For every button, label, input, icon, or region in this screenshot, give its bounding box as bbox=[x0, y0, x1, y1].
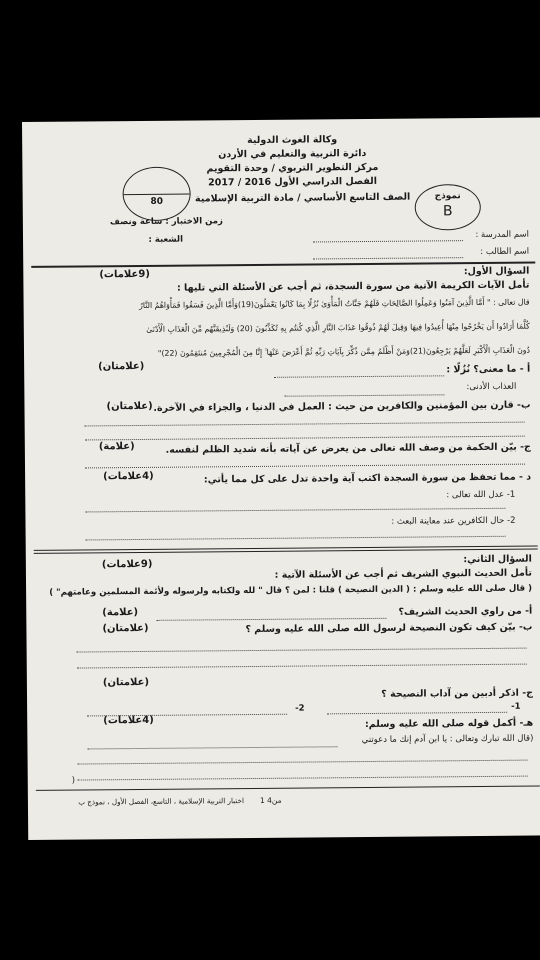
model-circle bbox=[415, 184, 481, 231]
score-total: 80 bbox=[150, 196, 164, 207]
student-name-label: اسم الطالب : bbox=[480, 246, 530, 258]
q2-hadith: ( قال صلى الله عليه وسلم : ( الدين النصيحة ) قلنا : لمن ؟ قال " لله ولكتابه ولرسوله ولأئمة المسلمين وعامتهم" ) bbox=[49, 583, 533, 598]
semester-line: الفصل الدراسي الأول 2016 / 2017 bbox=[208, 175, 378, 189]
q1-b-marks: (علامتان) bbox=[106, 400, 153, 413]
model-letter: B bbox=[442, 203, 453, 220]
q2-b-marks: (علامتان) bbox=[102, 622, 149, 635]
q1-a2: العذاب الأدنى: bbox=[466, 381, 517, 393]
exam-paper bbox=[22, 117, 540, 840]
q2-marks: (9علامات) bbox=[101, 558, 153, 571]
q1-c: ج- بيّن الحكمة من وصف الله تعالى من يعرض عن آياته بأنه شديد الظلم لنفسه. bbox=[165, 441, 531, 456]
q2-b: ب- بيّن كيف تكون النصيحة لرسول الله صلى الله عليه وسلم ؟ bbox=[245, 621, 533, 636]
q2-c: ج- اذكر أدبين من آداب النصيحة ؟ bbox=[381, 687, 534, 700]
q2-c-marks: (علامتان) bbox=[102, 676, 150, 689]
q1-d: د - مما تحفظ من سورة السجدة اكتب آية واحدة تدل على كل مما يأتي: bbox=[203, 471, 532, 486]
q1-d-marks: (4علامات) bbox=[103, 470, 154, 483]
q2-a: أ- من راوي الحديث الشريف؟ bbox=[398, 605, 533, 618]
q2-d: هـ- أكمل قوله صلى الله عليه وسلم: bbox=[364, 717, 534, 731]
q1-b: ب- قارن بين المؤمنين والكافرين من حيث : العمل في الدنيا ، والجزاء في الآخرة. bbox=[153, 399, 531, 414]
q1-d2: 2- حال الكافرين عند معاينة البعث : bbox=[391, 515, 516, 527]
q2-c-item-1: -1 bbox=[511, 701, 521, 712]
page-number: 1 من4 bbox=[259, 795, 282, 805]
score-circle bbox=[122, 167, 190, 222]
q1-a-marks: (علامتان) bbox=[98, 360, 145, 373]
agency-name: وكالة الغوث الدولية bbox=[247, 134, 338, 147]
q1-verse-line-2: كُلَّمَا أَرَادُوا أَن يَخْرُجُوا مِنْهَا أُعِيدُوا فِيهَا وَقِيلَ لَهُمْ ذُوقُوا عَذَابَ النَّارِ الَّذِي كُنتُم بِهِ تُكَذِّبُونَ (20) وَلَنُذِيقَنَّهُم مِّنَ الْعَذَابِ الْأَدْنَىٰ bbox=[146, 321, 530, 334]
exam-duration: زمن الاختبار : ساعة ونصف bbox=[109, 216, 223, 228]
q2-d-marks: (4علامات) bbox=[103, 714, 154, 727]
q2-a-marks: (علامة) bbox=[102, 607, 139, 619]
q1-marks: (9علامات) bbox=[99, 268, 150, 281]
footer-exam-title: اختبار التربية الإسلامية ، التاسع، الفصل الأول ، نموذج ب bbox=[78, 796, 244, 807]
center-name: مركز التطوير التربوي / وحدة التقويم bbox=[206, 161, 379, 175]
q1-instruction: تأمل الآيات الكريمة الآتية من سورة السجدة، ثم أجب عن الأسئلة التي تليها : bbox=[176, 279, 530, 294]
q1-c-marks: (علامة) bbox=[98, 441, 135, 453]
q2-d-text: (قال الله تبارك وتعالى : يا ابن آدم إنك ما دعوتني bbox=[361, 733, 534, 746]
q2-c-item-2: -2 bbox=[295, 703, 305, 714]
q1-d1: 1- عدل الله تعالى : bbox=[446, 489, 516, 501]
model-label: نموذج bbox=[434, 191, 461, 202]
q1-a: أ - ما معنى؟ نُزُلًا : bbox=[446, 363, 531, 376]
q1-verse-line-3: دُونَ الْعَذَابِ الْأَكْبَرِ لَعَلَّهُمْ يَرْجِعُونَ(21)وَمَنْ أَظْلَمُ مِمَّن ذُكِّرَ بِآيَاتِ رَبِّهِ ثُمَّ أَعْرَضَ عَنْهَا ۚ إِنَّا مِنَ الْمُجْرِمِينَ مُنتَقِمُونَ (22)" bbox=[157, 345, 531, 358]
school-name-label: اسم المدرسة : bbox=[475, 229, 530, 241]
q2-d-end: ) bbox=[71, 775, 76, 786]
q1-title: السؤال الأول: bbox=[463, 265, 530, 278]
subject-line: الصف التاسع الأساسي / مادة التربية الإسلامية bbox=[194, 191, 411, 205]
q2-instruction: تأمل الحديث النبوي الشريف ثم أجب عن الأسئلة الآتية : bbox=[274, 567, 533, 581]
department-name: دائرة التربية والتعليم في الأردن bbox=[218, 147, 367, 161]
q1-verse-line-1: قال تعالى : " أَمَّا الَّذِينَ آمَنُوا وَعَمِلُوا الصَّالِحَاتِ فَلَهُمْ جَنَّاتُ الْمَأْوَىٰ نُزُلًا بِمَا كَانُوا يَعْمَلُونَ(19)وَأَمَّا الَّذِينَ فَسَقُوا فَمَأْوَاهُمُ النَّارُ bbox=[139, 297, 530, 310]
section-label: الشعبة : bbox=[148, 234, 184, 245]
q2-title: السؤال الثاني: bbox=[463, 553, 532, 566]
